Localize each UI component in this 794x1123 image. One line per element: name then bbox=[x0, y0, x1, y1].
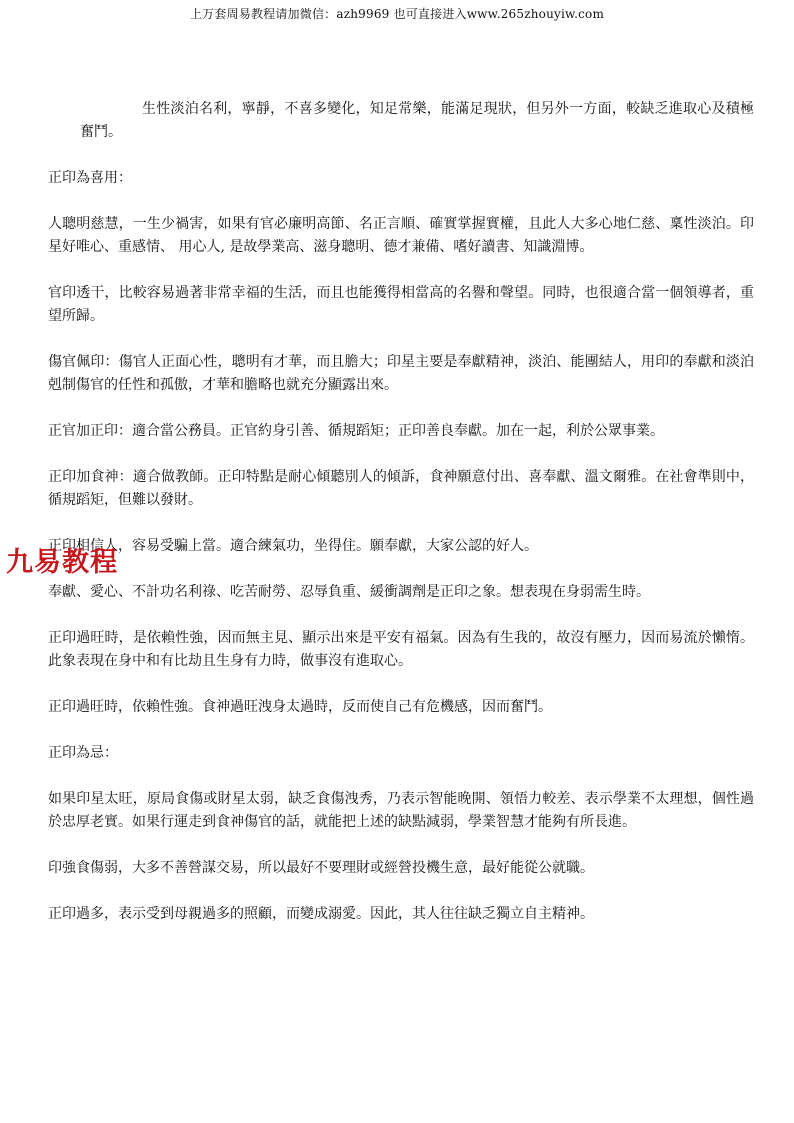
section-heading-unfavorable: 正印為忌： bbox=[48, 745, 118, 761]
paragraph: 正印過多，表示受到母親過多的照顧，而變成溺愛。因此，其人往往缺乏獨立自主精神。 bbox=[48, 906, 594, 922]
paragraph: 如果印星太旺，原局食傷或財星太弱，缺乏食傷洩秀，乃表示智能晚開、領悟力較差、表示學業不太理想，個性過於忠厚老實。如果行運走到食神傷官的話，就能把上述的缺點減弱，學業智慧才能夠有所長進。 bbox=[48, 791, 754, 830]
paragraph: 人聰明慈慧，一生少禍害，如果有官必廉明高節、名正言順、確實掌握實權，且此人大多心地仁慈、稟性淡泊。印星好唯心、重感情、 用心人, 是故學業高、滋身聰明、德才兼備、嗜好讀書、知識淵博。 bbox=[48, 216, 754, 255]
paragraph-intro: 生性淡泊名利，寧靜，不喜多變化，知足常樂，能滿足現狀，但另外一方面，較缺乏進取心及積極奮鬥。 bbox=[80, 101, 754, 140]
paragraph: 印強食傷弱，大多不善營謀交易，所以最好不要理財或經營投機生意，最好能從公就職。 bbox=[48, 860, 594, 876]
watermark-logo: 九易教程 bbox=[6, 547, 118, 578]
section-heading-favorable: 正印為喜用： bbox=[48, 170, 132, 186]
paragraph: 正印加食神：適合做教師。正印特點是耐心傾聽別人的傾訴，食神願意付出、喜奉獻、溫文爾雅。在社會準則中，循規蹈矩，但難以發財。 bbox=[48, 469, 754, 508]
paragraph: 正印過旺時，是依賴性強，因而無主見、顯示出來是平安有福氣。因為有生我的，故沒有壓力，因而易流於懶惰。此象表現在身中和有比劫且生身有力時，做事沒有進取心。 bbox=[48, 630, 754, 669]
document-body bbox=[48, 98, 754, 949]
paragraph: 官印透干，比較容易過著非常幸福的生活，而且也能獲得相當高的名譽和聲望。同時，也很適合當一個領導者，重望所歸。 bbox=[48, 285, 754, 324]
paragraph: 奉獻、愛心、不計功名利祿、吃苦耐勞、忍辱負重、緩衝調劑是正印之象。想表現在身弱需生時。 bbox=[48, 584, 650, 600]
page-header: 上万套周易教程请加微信：azh9969 也可直接进入www.265zhouyiw.com bbox=[189, 7, 605, 21]
paragraph: 傷官佩印：傷官人正面心性，聰明有才華，而且膽大；印星主要是奉獻精神，淡泊、能團結人，用印的奉獻和淡泊剋制傷官的任性和孤傲，才華和膽略也就充分顯露出來。 bbox=[48, 354, 754, 393]
paragraph: 正印相信人，容易受騙上當。適合練氣功，坐得住。願奉獻，大家公認的好人。 bbox=[48, 538, 538, 554]
paragraph: 正印過旺時，依賴性強。食神過旺洩身太過時，反而使自己有危機感，因而奮鬥。 bbox=[48, 699, 552, 715]
paragraph: 正官加正印：適合當公務員。正官約身引善、循規蹈矩；正印善良奉獻。加在一起，利於公眾事業。 bbox=[48, 423, 664, 439]
